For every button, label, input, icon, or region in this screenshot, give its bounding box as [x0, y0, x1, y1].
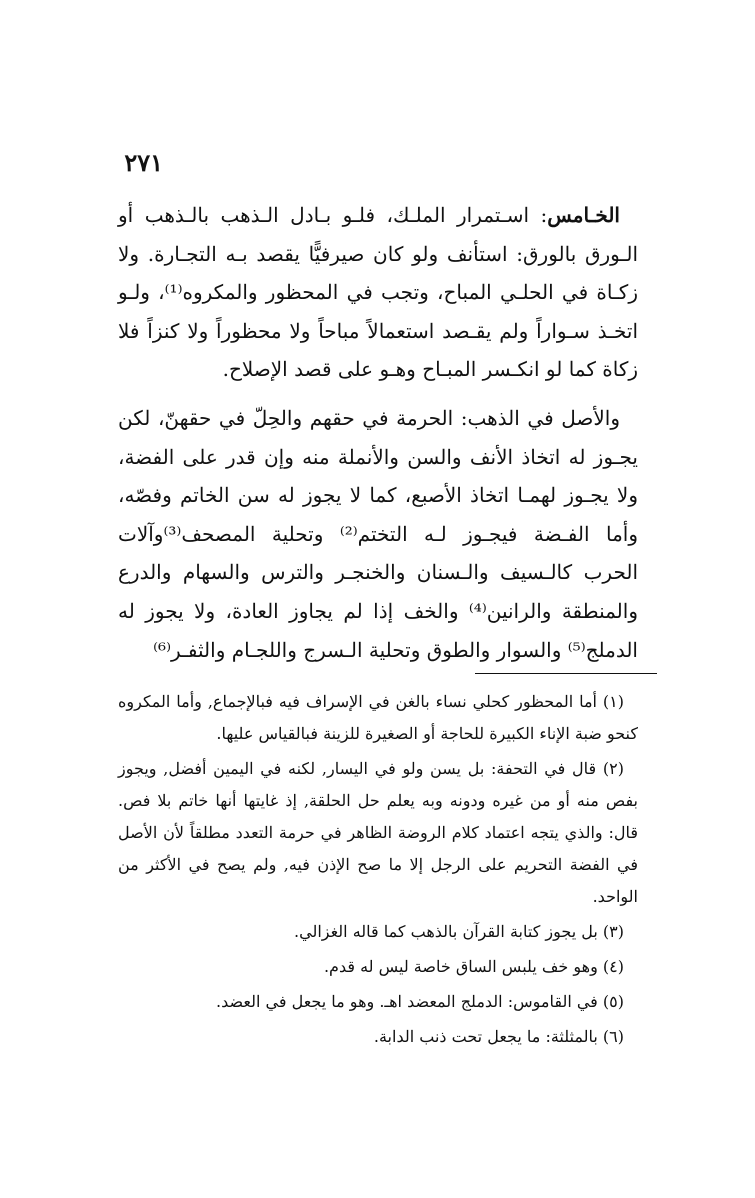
- footnote-1: (١) أما المحظور كحلي نساء بالغن في الإسراف فيه فبالإجماع, وأما المكروه كنحو ضبة الإناء الكبيرة للحاجة أو الصغيرة للزينة فبالقياس عليها.: [118, 692, 638, 743]
- paragraph-fifth-condition: [118, 196, 638, 389]
- footnotes: [118, 686, 638, 1056]
- lead-term: الخـامس: [547, 203, 620, 227]
- footnote-5: (٥) في القاموس: الدملج المعضد اهـ. وهو ما يجعل في العضد.: [216, 992, 624, 1011]
- footnote-divider: [475, 673, 657, 674]
- main-text: [118, 196, 638, 669]
- page-number: ٢٧١: [124, 148, 163, 177]
- footnote-3: (٣) بل يجوز كتابة القرآن بالذهب كما قاله الغزالي.: [294, 922, 624, 941]
- paragraph-gold-ruling: والأصل في الذهب: الحرمة في حقهم والحِلّ في حقهنّ، لكن يجـوز له اتخاذ الأنف والسن والأنملة منه وإن قدر على الفضة، ولا يجـوز لهمـا اتخاذ الأصبع، كما لا يجوز له سن الخاتم وفصّه، وأما الفـضة فيجـوز لـه التختم⁽²⁾ وتحلية المصحف⁽³⁾وآلات الحرب كالـسيف والـسنان والخنجـر والترس والسهام والدرع والمنطقة والرانين⁽⁴⁾ والخف إذا لم يجاوز العادة، ولا يجوز له الدملج⁽⁵⁾ والسوار والطوق وتحلية الـسرج واللجـام والثفـر⁽⁶⁾: [118, 405, 638, 662]
- footnote-4: (٤) وهو خف يلبس الساق خاصة ليس له قدم.: [323, 957, 624, 976]
- paragraph-body: : اسـتمرار الملـك، فلـو بـادل الـذهب بالـذهب أو الـورق بالورق: استأنف ولو كان صيرفيًّا يقصد بـه التجـارة. ولا زكـاة في الحلـي المباح، وتجب في المحظور والمكروه⁽¹⁾، ولـو اتخـذ سـواراً ولم يقـصد استعمالاً مباحاً ولا محظوراً ولا كنزاً فلا زكاة كما لو انكـسر المبـاح وهـو على قصد الإصلاح.: [118, 203, 638, 382]
- footnote-2: (٢) قال في التحفة: بل يسن ولو في اليسار, لكنه في اليمين أفضل, ويجوز بفص منه أو من غيره ودونه وبه يعلم حل الحلقة, إذ غايتها أنها خاتم بلا فص. قال: والذي يتجه اعتماد كلام الروضة الظاهر في حرمة التعدد مطلقاً لأن الأصل في الفضة التحريم على الرجل إلا ما صح الإذن فيه, ولم يصح في الأكثر من الواحد.: [118, 759, 638, 906]
- footnote-6: (٦) بالمثلثة: ما يجعل تحت ذنب الدابة.: [373, 1027, 624, 1046]
